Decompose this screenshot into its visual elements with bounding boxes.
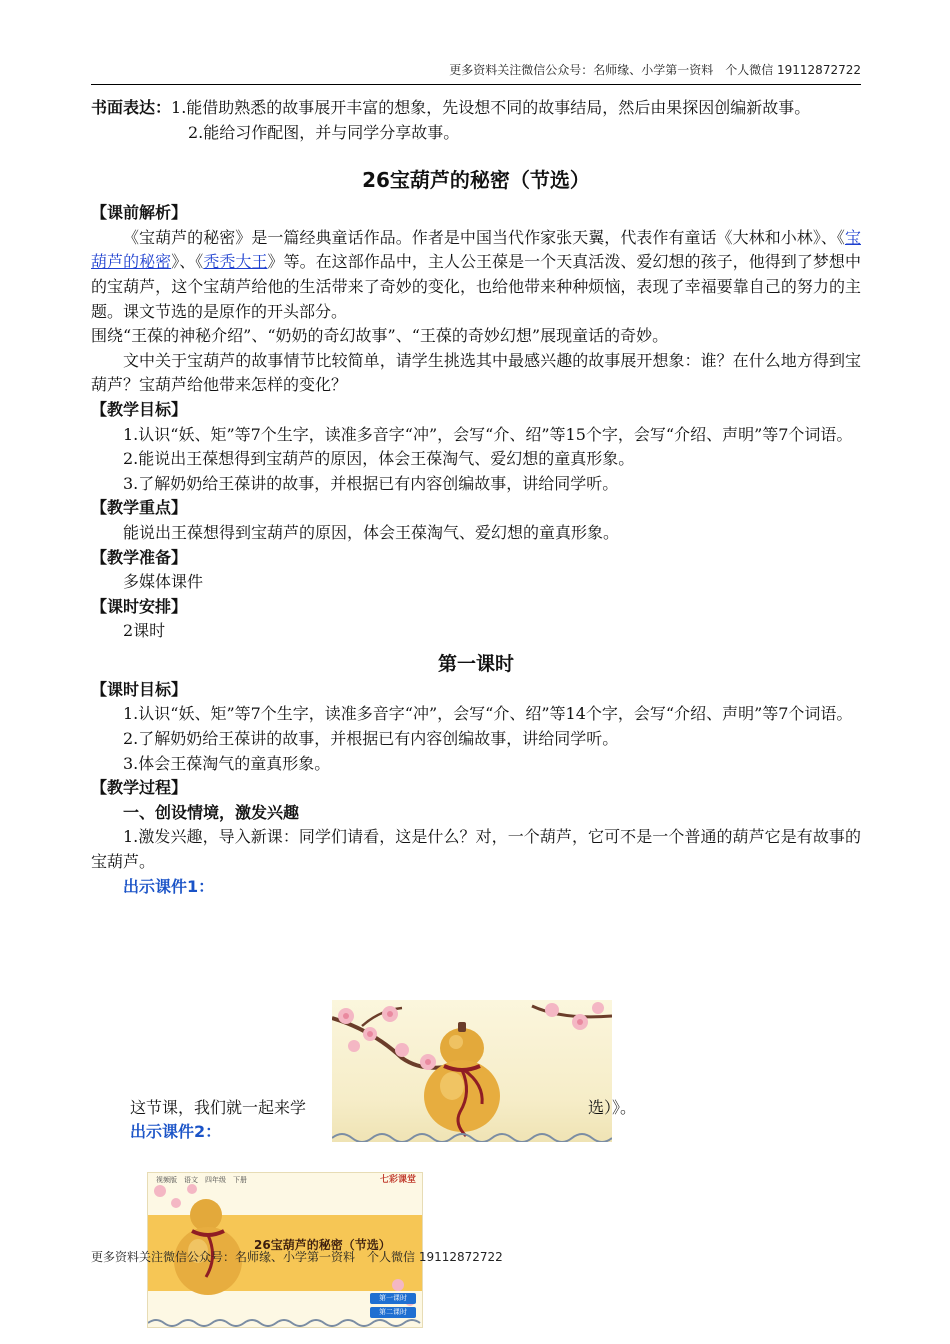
link-baohulu[interactable]: 宝葫芦的秘密 xyxy=(91,227,861,272)
lesson1-goal-2: 2.了解奶奶给王葆讲的故事，并根据已有内容创编故事，讲给同学听。 xyxy=(123,729,619,749)
lesson1-title: 第一课时 xyxy=(437,652,514,675)
slide-2-lesson2-button[interactable]: 第二课时 xyxy=(370,1307,416,1318)
slide-2-title: 26宝葫芦的秘密（节选） xyxy=(254,1238,391,1252)
schedule-text: 2课时 xyxy=(123,621,166,641)
goal-item-3: 3.了解奶奶给王葆讲的故事，并根据已有内容创编故事，讲给同学听。 xyxy=(123,473,619,493)
lesson-title: 26宝葫芦的秘密（节选） xyxy=(362,168,590,193)
slide-2-lesson1-button[interactable]: 第一课时 xyxy=(370,1293,416,1304)
analysis-paragraph-2: 围绕“王葆的神秘介绍”、“奶奶的奇幻故事”、“王葆的奇妙幻想”展现童话的奇妙。 xyxy=(91,326,669,346)
process-heading: 【教学过程】 xyxy=(91,778,188,798)
lesson1-goal-3: 3.体会王葆淘气的童真形象。 xyxy=(123,753,331,773)
analysis-paragraph-3: 文中关于宝葫芦的故事情节比较简单，请学生挑选其中最感兴趣的故事展开想象：谁？在什么地方得到宝葫芦？宝葫芦给他带来怎样的变化？ xyxy=(91,350,861,395)
page-header: 更多资料关注微信公众号：名师缘、小学第一资料 个人微信 19112872722 xyxy=(91,62,861,85)
goals-heading: 【教学目标】 xyxy=(91,399,188,419)
show-slide-1-label: 出示课件1： xyxy=(123,876,215,896)
show-slide-2-label: 出示课件2： xyxy=(130,1122,222,1141)
step1-heading: 一、创设情境，激发兴趣 xyxy=(123,802,300,822)
analysis-paragraph-1 xyxy=(91,226,861,324)
step1-text: 1.激发兴趣，导入新课：同学们请看，这是什么？对，一个葫芦，它可不是一个普通的葫芦它是有故事的宝葫芦。 xyxy=(91,827,861,872)
focus-text: 能说出王葆想得到宝葫芦的原因，体会王葆淘气、爱幻想的童真形象。 xyxy=(123,522,620,542)
slide-2-nav: 视频版 语文 四年级 下册 xyxy=(156,1176,247,1184)
partial-text-right: 选）》。 xyxy=(588,1098,637,1117)
focus-heading: 【教学重点】 xyxy=(91,498,188,518)
link-tutudawang[interactable]: 秃秃大王 xyxy=(203,252,268,272)
analysis-heading: 【课前解析】 xyxy=(91,203,188,223)
intro-line-1-text: 1.能借助熟悉的故事展开丰富的想象，先设想不同的故事结局，然后由果探因创编新故事。 xyxy=(171,98,811,117)
lesson1-goal-1: 1.认识“妖、矩”等7个生字，读准多音字“冲”，会写“介、绍”等14个字，会写“介绍、声明”等7个词语。 xyxy=(123,704,853,724)
intro-label: 书面表达： xyxy=(91,98,172,117)
page-footer: 更多资料关注微信公众号：名师缘、小学第一资料 个人微信 19112872722 xyxy=(91,1250,503,1264)
document-body xyxy=(91,96,861,899)
slide-1-image xyxy=(332,1000,612,1142)
intro-line-1 xyxy=(91,96,861,121)
analysis-text-b: 》、《 xyxy=(171,252,204,272)
gourd-illustration xyxy=(332,1000,612,1142)
lesson1-goals-heading: 【课时目标】 xyxy=(91,679,188,699)
analysis-text-c: 》等。在这部作品中，主人公王葆是一个天真活泼、爱幻想的孩子，他得到了梦想中的宝葫芦，这个宝葫芦给他的生活带来了奇妙的变化，也给他带来种种烦恼，表现了幸福要靠自己的努力的主题。课文节选的是原作的开头部分。 xyxy=(91,252,861,321)
prep-heading: 【教学准备】 xyxy=(91,547,188,567)
slide-2-logo: 七彩课堂 xyxy=(379,1175,416,1185)
schedule-heading: 【课时安排】 xyxy=(91,596,188,616)
intro-line-2: 2.能给习作配图，并与同学分享故事。 xyxy=(188,122,460,142)
partial-text-left: 这节课，我们就一起来学 xyxy=(130,1098,307,1117)
analysis-text-a: 《宝葫芦的秘密》是一篇经典童话作品。作者是中国当代作家张天翼，代表作有童话《大林和小林》、《 xyxy=(123,227,845,247)
prep-text: 多媒体课件 xyxy=(123,572,204,592)
goal-item-2: 2.能说出王葆想得到宝葫芦的原因，体会王葆淘气、爱幻想的童真形象。 xyxy=(123,449,635,469)
goal-item-1: 1.认识“妖、矩”等7个生字，读准多音字“冲”，会写“介、绍”等15个字，会写“介绍、声明”等7个词语。 xyxy=(123,424,853,444)
